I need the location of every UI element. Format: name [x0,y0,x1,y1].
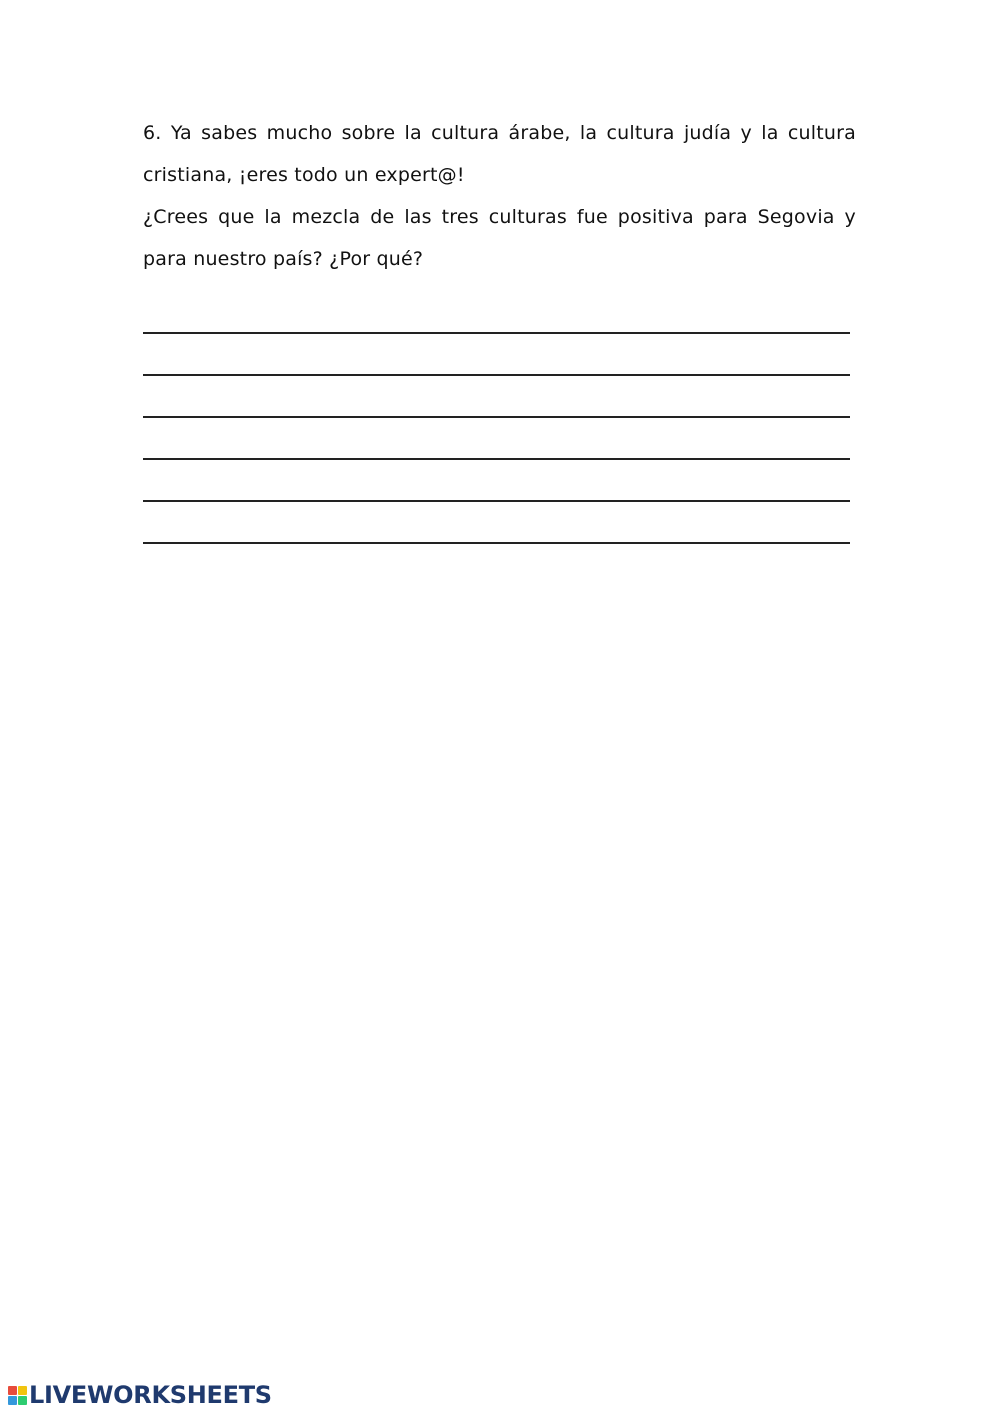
answer-line[interactable] [143,418,850,460]
answer-line[interactable] [143,460,850,502]
question-prompt: ¿Crees que la mezcla de las tres culturas fue positiva para Segovia y para nuestro país? ¿Por qué? [143,206,856,270]
question-block [143,112,856,280]
answer-line[interactable] [143,292,850,334]
answer-lines [143,292,850,544]
footer [8,1380,272,1410]
answer-line[interactable] [143,502,850,544]
answer-line[interactable] [143,334,850,376]
brand-name: LIVEWORKSHEETS [29,1381,272,1409]
question-text: 6. Ya sabes mucho sobre la cultura árabe, la cultura judía y la cultura cristiana, ¡eres todo un expert@! [143,122,856,186]
answer-line[interactable] [143,376,850,418]
liveworksheets-logo-icon [8,1386,27,1405]
